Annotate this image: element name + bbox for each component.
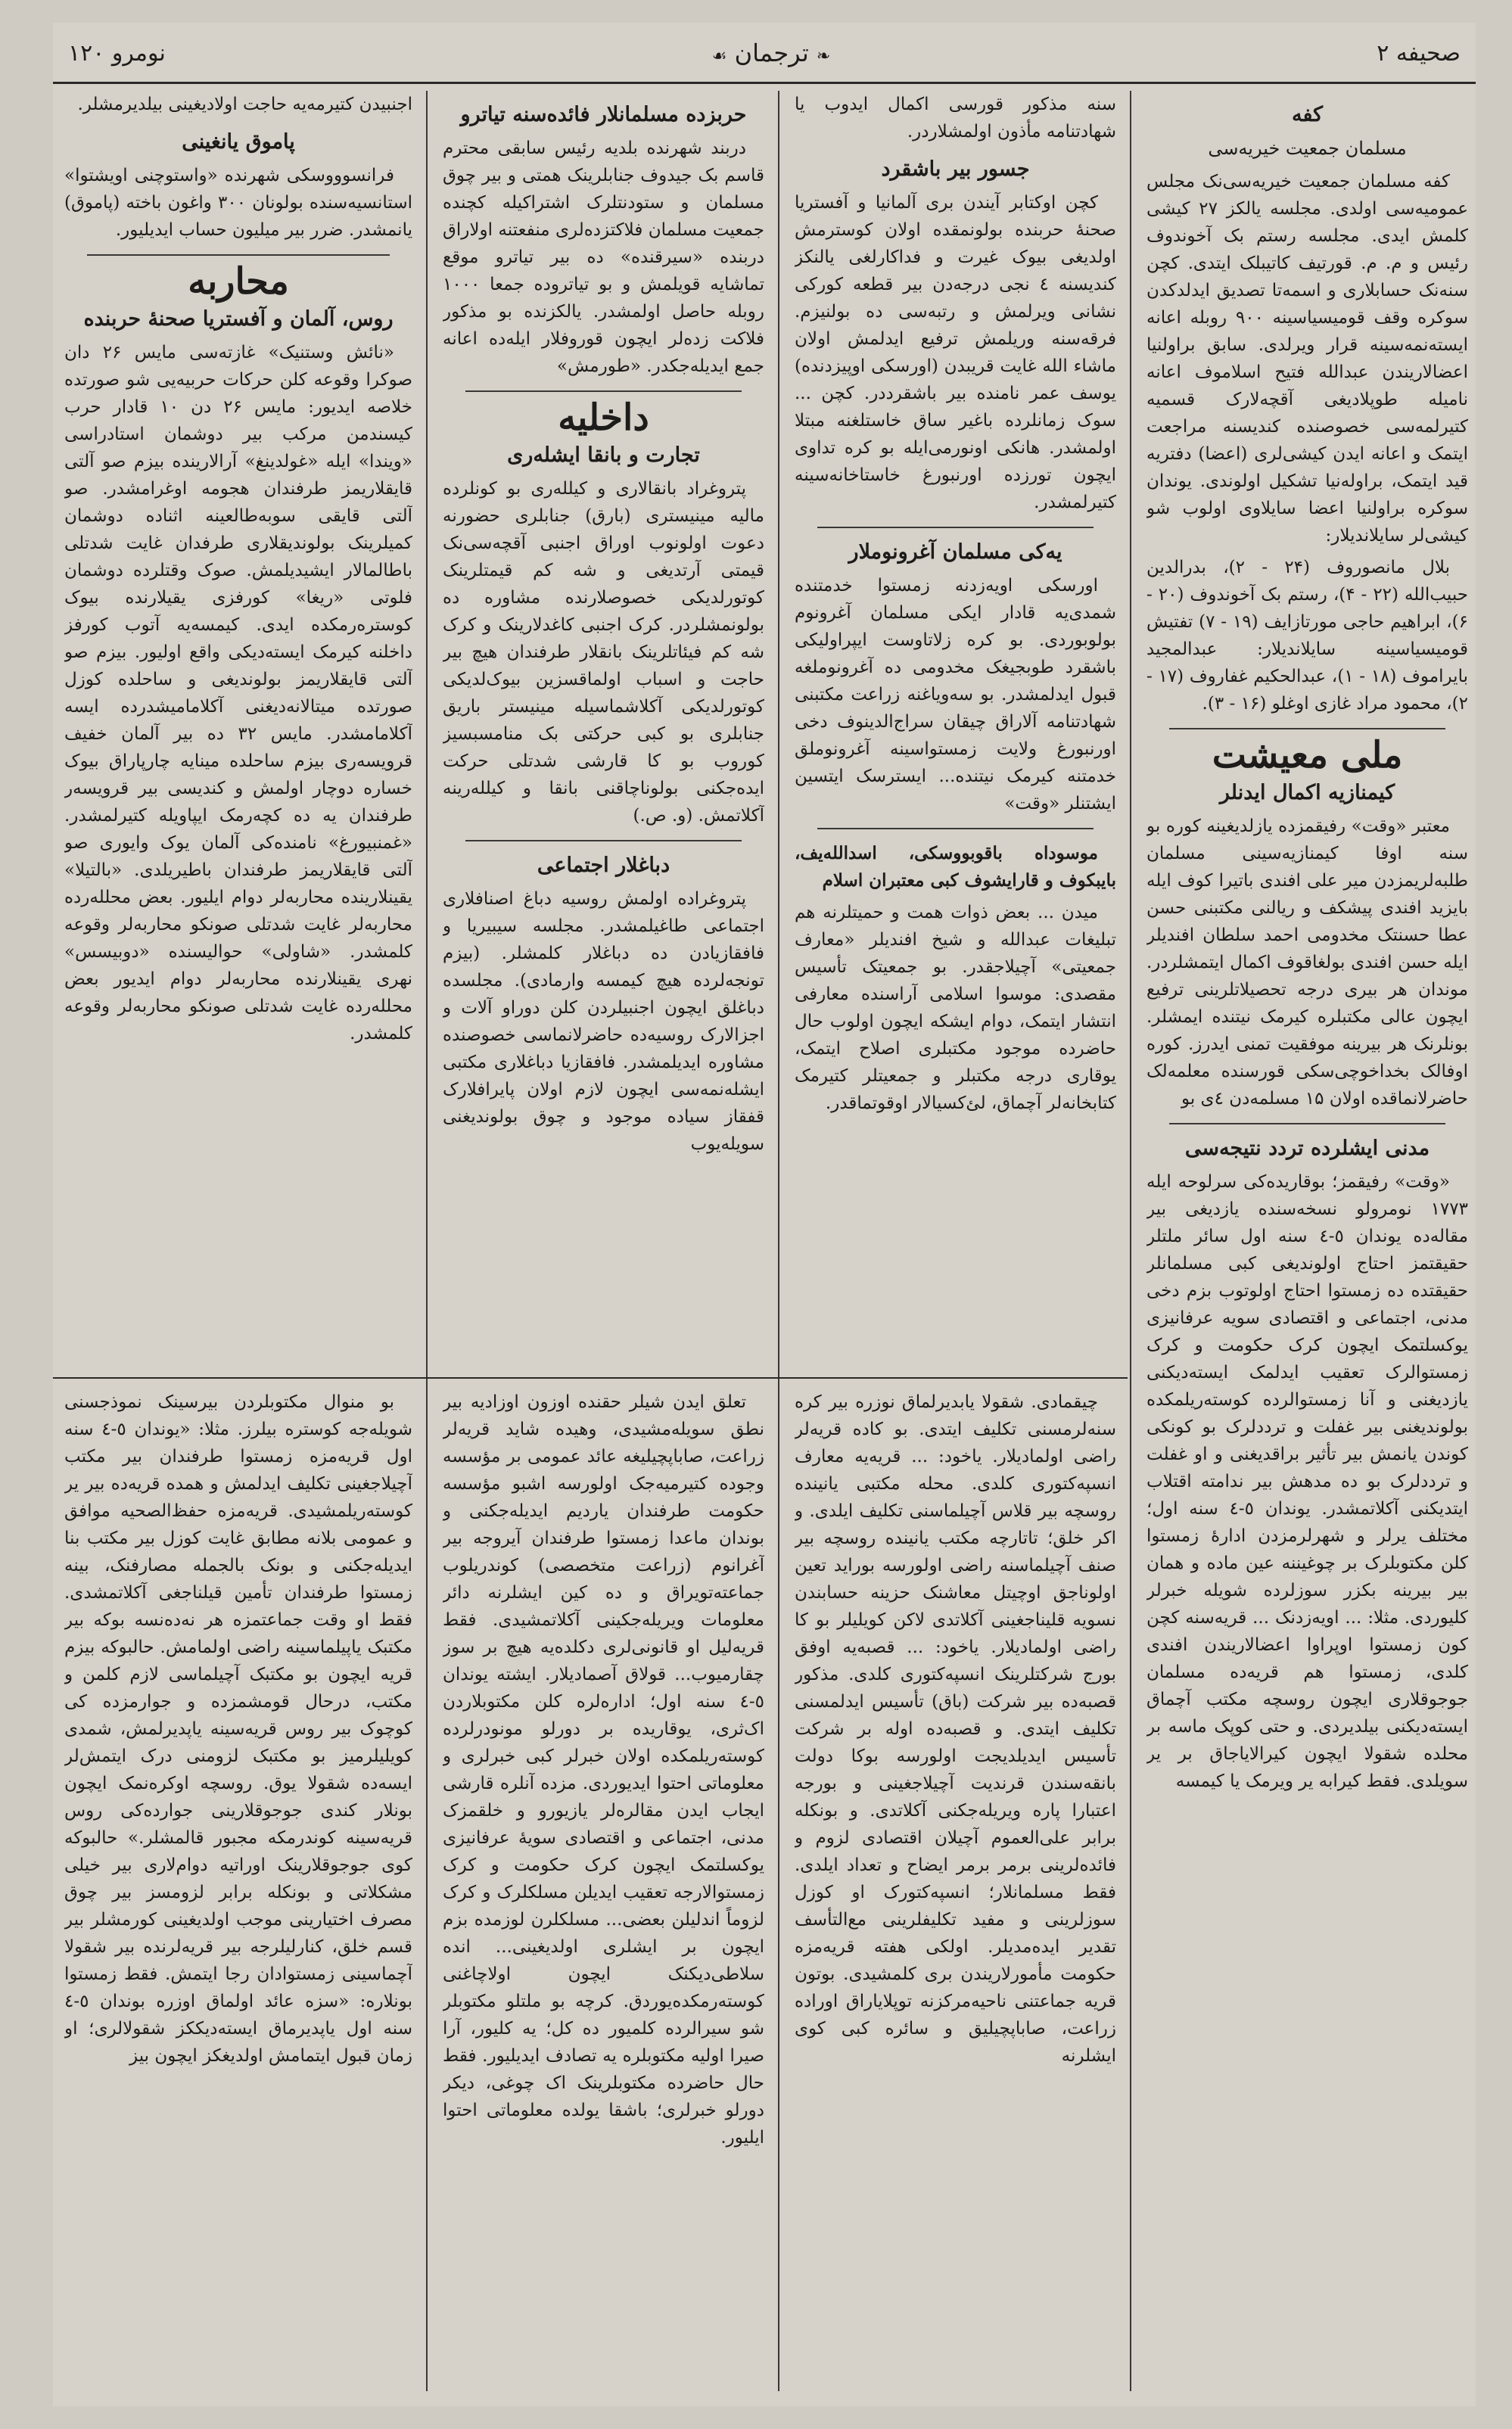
issue-number: نومرو ۱۲۰ — [68, 39, 166, 67]
ornament-icon: ❧ — [816, 47, 831, 66]
column-rule — [426, 91, 428, 2391]
article-title: روس، آلمان و آفستریا صحنهٔ حربنده — [83, 307, 394, 331]
article-lead: سنه مذکور قورسی اکمال ایدوب یا شهادتنامه مأذون اولمشلاردر. — [795, 95, 1116, 142]
article-body: پتروغراد بانقالاری و کیلله‌ری بو کونلرده مالیه مینیستری (بارق) جنابلری حضورنه دعوت اولونوب اوراق اجنبی آقچه‌سی‌نک قیمتی آرتدیغی و شه کم قیمتلرینک کوتورلدیکی خصوصلارنده مشاوره ده بولونمشلردر. کرک اجنبی کاغدلارینک و کرک شه کم فیئاتلرینک بانقلار طرفندان هیچ بیر حاجت و اسباب اولماقسزین بیوک‌لدیکی کوتورلدیکی آکلاشماسیله مینیستر باریق جنابلری بو کبی حرکتی بک منامسبسیز کوروب بو کا قارشی شدتلی حرکت ایده‌جکنی بولوناچاقنی بانقا و کیلله‌رینه آکلاتمش. (و. ص.) — [443, 479, 764, 826]
column-4-bottom — [64, 1389, 412, 2391]
article-title: یه‌کی مسلمان آغرونوملار — [848, 540, 1062, 564]
divider — [1169, 728, 1445, 729]
article-title: حربزده مسلمانلار فائده‌سنه تیاترو — [460, 103, 747, 126]
divider — [87, 254, 390, 256]
column-3 — [443, 91, 764, 1370]
article-body: میدن ... بعض ذوات همت و حمیتلرنه هم تبلیغات عبدالله و شیخ افندیلر «معارف جمعیتی» آچیلاجقدر. بو جمعیتک تأسیس مقصدی: موسوا اسلامی آراسنده معارفی انتشار ایتمک، دوام ایشکه ایچون اولوب حال حاضرده موجود مکتبلری اصلاح ایتمک، یوقاری درجه مکتبلر و جمعیتلر کتیرمک کتابخانه‌لر آچماق، لئ‌کسیالار اوقوتماقدر. — [795, 903, 1116, 1113]
section-title: محاربه — [188, 260, 289, 303]
article-body: تعلق ایدن شیلر حقنده اوزون اوزادیه بیر نطق سویله‌مشیدی، وهیده شاید قریه‌لر زراعت، صاباپچیلیغه عائد عمومی بر مؤسسه وجوده کتیرمیه‌جک اولورسه اشبو مؤسسه حکومت طرفندان یاردیم ایدیله‌جکنی و بوندان ماعدا زمستوا طرفندان آیروجه بیر آغرانوم (زراعت متخصصی) کوندریلوب جماعته‌تویراق و ده کین ایشلرنه دائر معلومات ویریله‌جکینی آکلاتمشیدی. فقط قریه‌لیل او قانونی‌لری دکلده‌یه هیچ بر سوز چقارمیوب... قولاق آصمادیلار. ایشته یوندان ٥-٤ سنه اول؛ اداره‌لره کلن مکتوبلاردن اک‌ثری، یوقاریده بر دورلو مونودرلرده کوسته‌ریلمکده اولان خبرلر کبی خبرلری و معلوماتی احتوا ایدیوردی. مزده آنلره قارشی ایجاب ایدن مقالره‌لر یازیورو و خلقمزک مدنی، اجتماعی و اقتصادی سویهٔ عرفانیزی یوکسلتمک ایچون کرک حکومت و کرک زمستوالارجه تعقیب ایدیلن مسلکلرک و کرک لزوماً اندلیلن بعضی... مسلکلرن لوزمده بزم ایچون بر ایشلری اولدیغینی... انده سلاطی‌دیکنک ایچون اولاچاغنی کوسته‌رمکده‌یوردق. کرچه بو ملتلو مکتوبلر شو سیرالرده کلمیور ده کل؛ یه کلیور، آرا صیرا اولیه مکتوبلره یه تصادف ایدیلیور. فقط حال حاضرده مکتوبلرینک اک چوغی، دیکر دورلو خبرلری؛ باشقا یولده معلوماتی احتوا ایلیور. — [443, 1392, 764, 2148]
article-body: دربند شهرنده بلدیه رئیس سابقی محترم قاسم بک جیدوف جنابلرینک همتی و بیر چوق مسلمان و ستودنتلرک اشتراکیله کچنده جمعیت مسلمان فلاکتزده‌لری منفعتنه اولاراق دربنده «سیرقنده» ده بیر تیاترو موقع تماشایه قویلمش و بو تیاتروده جمعا ۱۰۰۰ روبله حاصل اولمشدر. یالکزنده بو مذکور فلاکت زده‌لر ایچون قوروفلار ایله‌ده اعانه جمع ایدیله‌جکدر. «طورمش» — [443, 138, 764, 376]
article-body: چیقمادی. شقولا یابدیرلماق نوزره بیر کره سنه‌لرمسنی تکلیف ایتدی. بو کاده قریه‌لر راضی اولمادیلار. یاخود: ... قریه‌یه معارف انسپه‌کتوری کلدی. محله مکتبی یانینده روسچه بیر قلاس آچیلماسنی تکلیف ایلدی. و اکر خلق؛ تاتارچه مکتب یانینده روسچه بیر صنف آچیلماسنه راضی اولورسه بوراید تعین اولوناجق اوچیتل معاشنک حزینه حسابندن نسویه قلیناجغینی آکلاتدی لاکن کویلیلر بو کا راضی اولمادیلار. یاخود: ... قصبه‌یه اوفق بورج شرکتلرینک انسپه‌کتوری کلدی. مذکور قصبه‌ده بیر شرکت (باق) تأسیس ایدلمسنی تکلیف ایتدی. و قصبه‌ده اوله بر شرکت تأسیس ایدیلدیجت اولورسه بوکا دولت بانقه‌سندن قرندیت آچیلاجغینی و بورجه اعتبارا پاره ویریله‌جکنی آکلاتدی. و بونکله برابر علی‌العموم آچیلان اقتصادی لزوم و فائده‌لرینی برمر برمر ایضاح و تعداد ایلدی. فقط مسلمانلار؛ انسپه‌کتورک او کوزل سوزلرینی و مفید تکلیفلرینی مع‌التأسف تقدیر ایده‌مدیلر. اولکی هفته قریه‌مزه حکومت مأمورلاریندن بری کلمشیدی. بوتون قریه جماعتنی ناحیه‌مرکزنه توپلایاراق اوراده زراعت، صاباپچیلیق و سائره کبی کوی ایشلرنه — [795, 1392, 1116, 2066]
page-header — [53, 30, 1476, 76]
divider — [1169, 1123, 1445, 1124]
article-title: جسور بیر باشقرد — [881, 157, 1030, 181]
newspaper-title: ❧ ترجمان ☙ — [711, 39, 831, 67]
divider — [817, 527, 1094, 528]
ornament-icon: ☙ — [711, 47, 727, 66]
article-title: کفه — [1292, 103, 1323, 126]
article-body: کچن اوکتابر آیندن بری آلمانیا و آفستریا صحنهٔ حربنده بولونمقده اولان کوسترمش اولدیغی بیوک غیرت و فداکارلغی یالنکز کندیسنه ٤ نجی درجه‌دن بیر قطعه کورکی نشانی ویرلمش و رتبه‌سی ده بولنیزم. فرقه‌سنه وریلمش ترفیع ایدلمش اولان ماشاء الله غایت قریبدن (اورسکی اوپیزدنده) یوسف عمر نامنده بیر باشقرددر. کچن ... سوک زمانلرده باغیر ساق خاستلغنه مبتلا اولمشدر. هانکی اونورمی‌ایله بو کره تداوی ایچون تورزده اورنبورغ خاستاخانه‌سینه کتیرلمشدر. — [795, 193, 1116, 512]
column-2-bottom — [795, 1389, 1116, 2391]
column-rule — [1130, 91, 1131, 2391]
article-body: بو منوال مکتوبلردن بیرسینک نموذجسنی شویله‌جه کوستره بیلرز. مثلا: «یوندان ٥-٤ سنه اول قریه‌مزه زمستوا طرفندان بیر مکتب آچیلاجغینی تکلیف ایدلمش و همده قریه‌ده بیر یر کوسته‌ریلمشیدی. قریه‌مزه حفظ‌الصحیه موافق و عمومی بلانه مطابق غایت کوزل بیر مکتب بنا ایدیله‌جکنی و بونک بالجمله مصارفنک، بینه زمستوا طرفندان تأمین قیلناجغی آکلاتمشدی. فقط او وقت جماعتمزه هر نه‌ده‌نسه بوکه بیر مکتبک یاپیلماسینه راضی اولمامش. حالبوکه بیزم قریه ایچون بو مکتبک آچیلماسی لازم کلمن و مکتب، درحال قومشمزده و جوارمزده کی کوچوک بیر روس قریه‌سینه یاپدیرلمش، شمدی کویلیلرمیز بو مکتبک لزومنی درک ایتمش‌لر ایسه‌ده شقولا یوق. روسچه اوکره‌نمک ایچون بونلار کندی جوجوقلارینی جوارده‌کی روس قریه‌سینه کوندرمکه مجبور قالمشلر.» حالبوکه کوی جوجوقلارینک اوراتیه دوام‌لاری بیر خیلی مشکلاتی و بونکله برابر لزومسز بیر چوق مصرف اختیارینی موجب اولدیغینی کورمشلر بیر قسم خلق، کنارلیلرجه بیر قریه‌لرنده بیر شقولا آچماسینی زمستوادان رجا ایتمش. فقط زمستوا بونلاره: «سزه عائد اولماق اوزره بوندان ٥-٤ سنه اول یاپدیرماق ایسته‌دیککز شقولالری؛ او زمان قبول ایتمامش اولدیغکز ایچون بیز — [64, 1392, 412, 2066]
article-lead: اجنبیدن کتیرمه‌یه حاجت اولادیغینی بیلدیرمشلر. — [77, 95, 412, 114]
divider — [465, 390, 742, 392]
article-body: اورسکی اویه‌زدنه زمستوا خدمتنده شمدی‌یه قادار ایکی مسلمان آغرونوم بولوبوردی. بو کره زلاتاوست ایپراولیکی باشقرد طوبجیغک مخدومی ده آغرونوملغه قبول ایدلمشدر. بو سه‌ویاغنه زراعت مکتبنی شهادتنامه آلاراق چیقان سراج‌الدینوف دخی اورنبورغ ولایت زمستواسینه آغرونوملق خدمتنه کیرمک نیتنده... ایسترسک ایتسین ایشتنلر «وقت» — [795, 576, 1116, 813]
divider — [817, 828, 1094, 829]
column-2 — [795, 91, 1116, 1370]
article-title: دباغلار اجتماعی — [537, 854, 670, 877]
article-subtitle: مسلمان جمعیت خیریه‌سی — [1208, 138, 1407, 159]
article-body: «نائش وستنیک» غازته‌سی مایس ۲۶ دان صوکرا وقوعه کلن حرکات حربیه‌یی شو صورتده خلاصه ایدیور: مایس ۲۶ دن ۱۰ قادار حرب کیسندمن مرکب بیر دوشمان استادراسی «ویندا» ایله «غولدینغ» آرالارینده بیزم صو آلتی قایقلاریمز طرفندان هجومه اوغرامشدر. صو آلتی قایقی سوبه‌طالعینه اثناده دوشمان کمیلرینک بولوندیقلاری طرفدان غایت شدتلی باطالمالار ایشیدیلمش. صوک وقتلرده دوشمان فلوتی «ریغا» کورفزی یقیلارنده بیوک کوستره‌رمکده ایدی. کیمسه‌یه آتوب کورفز داخلنه کیرمک ایسته‌دیکی واقع اولیور. بیزم صو آلتی قایقلاریمز بولوندیغی و ساحلده کوزل صورتده میتالانه‌دیغنی آکلامامیشدرده ایسه آکلامامشدر. مایس ۳۲ ده بیر آلمان خفیف قرویسه‌ری بیزم ساحلده مینایه چارپاراق بیوک خساره دوچار اولمش و کندیسی بیر قرویسه‌ر طرفندان یه ده کچه‌رمک ایپاویله کتیرلمشدر. «غمنبیورغ» نامنده‌کی آلمان یوک وایوری صو آلتی قایقلاریمز طرفندان باطیریلدی. «بالتیلا» یقینلارینده محاربه‌لر دوام ایلیور. بعض محلله‌رده محاربه‌لر غایت شدتلی صونکو محاربه‌لر وقوعه کلمشدر. «شاولی» حوالیسنده «دوبیسس» نهری یقینلارنده محاربه‌لر دوام ایدیور بعض محلله‌رده غایت شدتلی صونکو محاربه‌لر وقوعه کلمشدر. — [64, 343, 412, 1043]
article-title: کیمنازیه اکمال ایدنلر — [1219, 781, 1395, 804]
article-title: مدنی ایشلرده تردد نتیجه‌سی — [1184, 1137, 1430, 1160]
article-title: موسوداه باقوبووسکی، اسدالله‌یف، بایبکوف و قارایشوف کبی معتبران اسلام — [795, 843, 1116, 891]
article-body: پتروغراده اولمش روسیه دباغ اصنافلاری اجتماعی طاغیلمشدر. مجلسه سیبیریا و فافقازیادن ده دباغلار کلمشلر. (بیزم تونجه‌لرده هیچ کیمسه وارمادی). مجلسده دباغلق ایچون اجنبیلردن کلن دوراو آلات و اجزالارک روسیه‌ده حاضرلانماسی خصوصنده مشاوره ایدیلمشدر. فافقازیا دباغلاری مکتبی ایشله‌نمه‌سی ایچون لازم اولان پایرافلارک قفقاز سیاده موجود و چوق بولوندیغنی سویله‌یوب — [443, 889, 764, 1154]
divider — [465, 840, 742, 841]
section-title: داخلیه — [558, 397, 649, 439]
article-body: معتبر «وقت» رفیقمزده یازلدیغینه کوره بو سنه اوفا کیمنازیه‌سینی مسلمان طلبه‌لریمزدن میر علی افندی باتیرا کوف ایله بایزید افندی پیشکف و ریالنی مکتبنی حسن عطا حسنتک مخدومی احمد سلطان افندیلر ایله حسن افندی بولغاقوف اکمال ایتمشلردر. موندان هر بیری درجه تحصیلاتلرینی ترفیع ایچون عالی مکتبلره کیرمک نیتنده ایمشلر. بونلرنک هر بیرینه موفقیت تمنی ایدرز. کوره اوفالک بخداخوچی‌سکی قورسنده معلمه‌لک حاضرلانماقده اولان ۱۵ مسلمه‌دن ٤ی بو — [1146, 816, 1468, 1109]
article-body: کفه مسلمان جمعیت خیریه‌سی‌نک مجلس عمومیه‌سی اولدی. مجلسه یالکز ۲۷ کیشی کلمش ایدی. مجلسه رستم بک آخوندوف رئیس و م. م. قورتیف کاتیبلک ایتدی. کچن سنه‌نک حسابلاری و اسمه‌تا تصدیق ایدلدکدن سوکره وقف قومیسیاسینه ۹۰۰ روبله اعانه ایسته‌نمه‌سینه قرار ویرلدی. سابق براولنیا اعضالاریندن عبدالله فتیح اسلاموف اعانه نامیله طوپلادیغی آقچه‌لارک قسمیه کتیرلمه‌سی خصوصنده کندیسنه مراجعت ایتمک و اعانه ایدن کیشی‌لری (اعضا) دفتریه قید ایتمک، براوله‌نیا تشکیل اولوندی. یوندان سوکره براولنیا اعضا سایلاوی اولوب شو کیشی‌لر سایلاندیلار: — [1146, 172, 1468, 546]
section-rule — [53, 1377, 1128, 1379]
article-names: بلال مانصوروف (۲۴ - ۲)، بدرالدین حبیب‌الله (۲۲ - ۴)، رستم بک آخوندوف (۲۰ - ۶)، ابراهیم حاجی مورتازایف (۱۹ - ۷) تفتیش قومیسیاسینه سایلاندیلار: عبدالمجید بایراموف (۱۸ - ۱)، عبدالحکیم غفاروف (۱۷ - ۲)، محمود مراد غازی اوغلو (۱۶ - ۳). — [1146, 558, 1468, 714]
page-number-label: صحیفه ۲ — [1377, 39, 1461, 67]
column-3-bottom — [443, 1389, 764, 2391]
article-title: پاموق یانغینی — [182, 130, 295, 154]
section-title: ملی معیشت — [1212, 734, 1403, 776]
article-body: فرانسوووسکی شهرنده «واستوچنی اویشتوا» استانسیه‌سنده بولونان ۳۰۰ واغون باخته (پاموق) یانمشدر. ضرر بیر میلیون حساب ایدیلیور. — [64, 166, 412, 240]
header-rule — [53, 82, 1476, 84]
column-rule — [778, 91, 779, 2391]
column-1 — [1146, 91, 1468, 2391]
article-body: «وقت» رفیقمز؛ بوقاریده‌کی سرلوحه ایله ۱۷۷۳ نومرولو نسخه‌سنده یازدیغی بیر مقاله‌ده یوندان ٥-٤ سنه اول سائر ملتلر حقیقتمز احتاج اولوندیغی کبی مسلمانلر حقیقتده ده زمستوا احتاج اولوتوب بزم دخی مدنی، اجتماعی و اقتصادی سویه عرفانیزی یوکسلتمک ایچون کرک حکومت و کرک زمستوالرک تعقیب ایدلمک ایسته‌دیکنی یازدیغنی و آنا زمستوالرده کوسته‌ریلمکده بولوندیغنی بیر غفلت و ترددلرک بو کونکی کوندن یانمش بیر تأثیر براقدیغنی و او غفلت و ترددلرک بو ده مدهش بیر ندامته اقتلاب ایتدیکنی آکلاتمشدر. یوندان ٥-٤ سنه اول؛ مختلف یرلر و شهرلرمزدن ادارهٔ زمستوا کلن مکتوبلرک بر چوغیننه عین ماده و همان بیر بیرینه بکزر سوزلرده شویله خبرلر کلیوردی. مثلا: ... اویه‌زدنک ... قریه‌سنه کچن کون زمستوا اوپراوا اعضالاریندن افندی کلدی، زمستوا هم قریه‌ده مسلمان جوجوقلاری ایچون روسچه مکتب آچماق ایسته‌دیکنی بیلدیردی. و حتی کوپک ماسه بر محلده شقولا ایچون کیرالایاجاق بر یر سویلدی. فقط کیرابه یر ویرمک یا کیمسه — [1146, 1172, 1468, 1791]
newspaper-page — [53, 23, 1476, 2406]
column-4 — [64, 91, 412, 1370]
article-title: تجارت و بانقا ایشله‌ری — [507, 443, 700, 467]
